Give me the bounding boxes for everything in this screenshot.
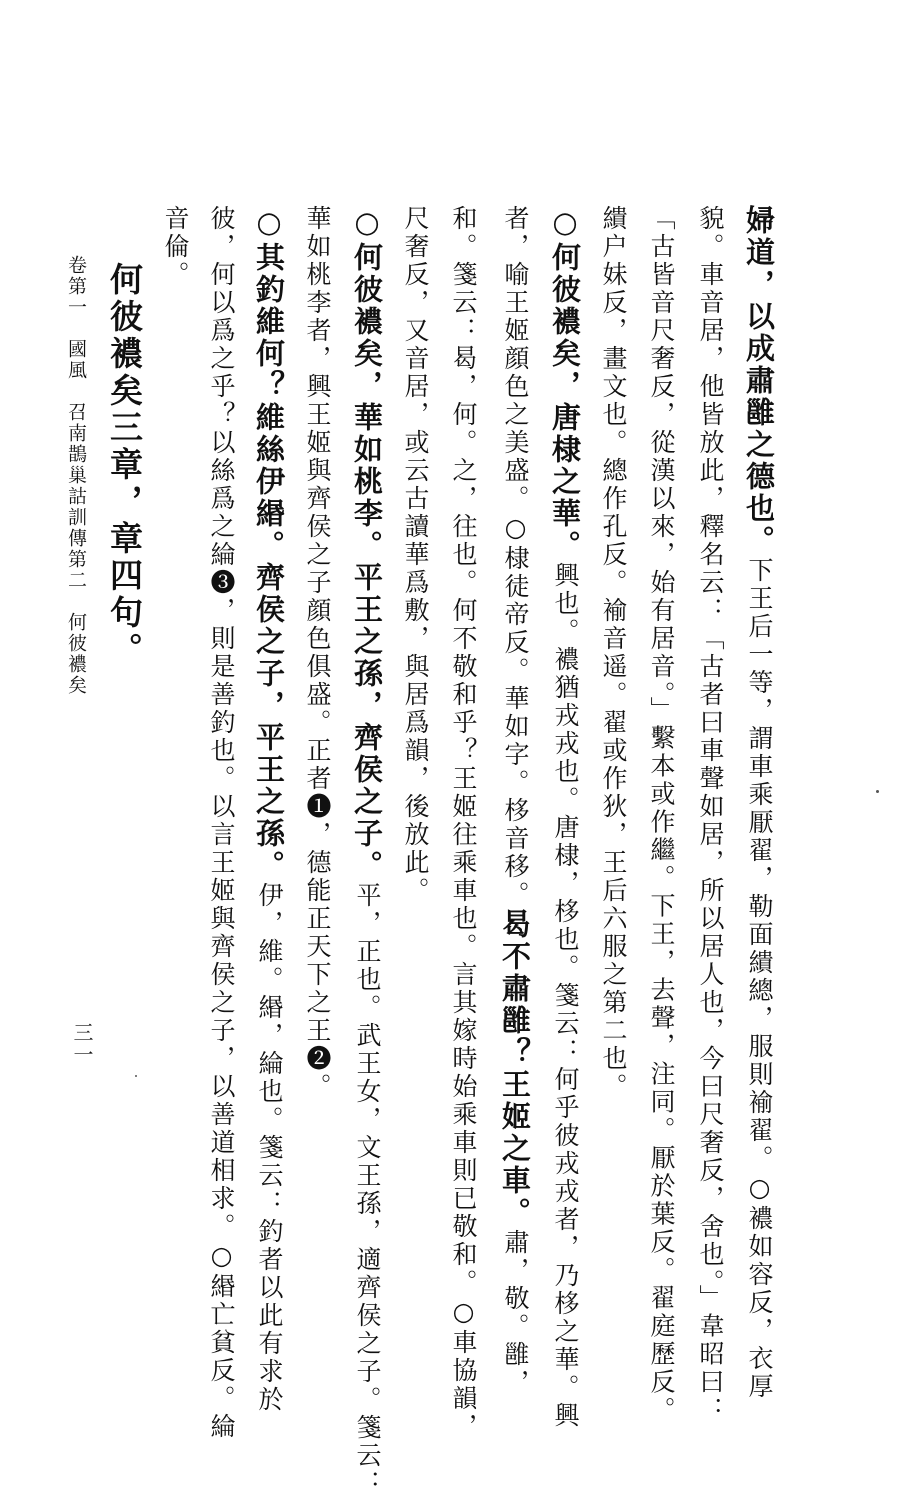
commentary-segment: 興也。襛猶戎戎也。唐棣，栘也。箋云：何乎彼戎戎者，乃栘之華。興 [551, 562, 580, 1430]
commentary-segment: 華如桃李者，興王姬與齊侯之子顔色俱盛。正者❶，德能正天下之王❷。 [303, 205, 332, 1101]
main-text-segment: ○何彼襛矣，華如桃李。平王之孫，齊侯之子。 [350, 205, 384, 882]
commentary-segment: 和。箋云：曷，何。之，往也。何不敬和乎？王姬往乘車也。言其嫁時始乘車則已敬和。○車協韻， [449, 205, 478, 1441]
main-text-segment: ○何彼襛矣，唐棣之華。 [548, 205, 582, 562]
text-column-7 [449, 205, 478, 1441]
commentary-segment: 伊，維。緡，綸也。箋云：釣者以此有求於 [255, 882, 284, 1414]
commentary-segment: 肅，敬。雝， [501, 1229, 530, 1397]
commentary-segment: 尺奢反，又音居，或云古讀華爲敷，與居爲韻，後放此。 [401, 205, 430, 905]
page-number: 三一 [70, 1022, 94, 1066]
scan-speck [135, 1075, 137, 1077]
scan-speck [876, 790, 879, 793]
commentary-segment: 貌。車音居，他皆放此，釋名云：「古者曰車聲如居，所以居人也，今曰尺奢反，舍也。」韋昭曰： [696, 205, 725, 1425]
text-column-8 [402, 205, 428, 1235]
commentary-segment: 音倫。 [161, 205, 190, 289]
commentary-segment: 下王后一等，謂車乘厭翟，勒面繢總，服則褕翟。○襛如容反，衣厚 [745, 557, 774, 1401]
chapter-title: 何彼襛矣三章，章四句。 [105, 262, 144, 669]
text-column-3 [647, 205, 676, 1425]
main-text-segment: 曷不肅雝？王姬之車。 [498, 909, 532, 1229]
text-column-13 [162, 205, 188, 1235]
commentary-segment: 平，正也。武王女，文王孫，適齊侯之子。箋云： [353, 882, 382, 1498]
text-column-2 [696, 205, 725, 1425]
commentary-segment: 彼，何以爲之乎？以絲爲之綸❸，則是善釣也。以言王姬與齊侯之子，以善道相求。○緡亡貧反。綸 [207, 205, 236, 1441]
text-column-9 [350, 205, 384, 1498]
text-column-6 [498, 205, 532, 1397]
text-column-11 [252, 205, 286, 1414]
running-head: 卷第一 國風 召南鵲巢詁訓傳第二 何彼襛矣 [65, 255, 87, 696]
commentary-segment: 繢户妹反，畫文也。總作孔反。褕音遥。翟或作狄，王后六服之第二也。 [599, 205, 628, 1101]
main-text-segment: ○其釣維何？維絲伊緡。齊侯之子，平王之孫。 [252, 205, 286, 882]
text-column-4 [600, 205, 626, 1235]
commentary-segment: 「古皆音尺奢反，從漢以來，始有居音。」繫本或作繼。下王，去聲，注同。厭於葉反。翟庭歷反。 [647, 205, 676, 1425]
text-column-10 [304, 205, 330, 1235]
text-column-12 [207, 205, 236, 1441]
commentary-segment: 者，喻王姬顔色之美盛。○棣徒帝反。華如字。栘音移。 [501, 205, 530, 909]
main-text-segment: 婦道，以成肅雝之德也。 [742, 205, 776, 557]
text-column-1 [742, 205, 776, 1401]
text-column-5 [548, 205, 582, 1430]
